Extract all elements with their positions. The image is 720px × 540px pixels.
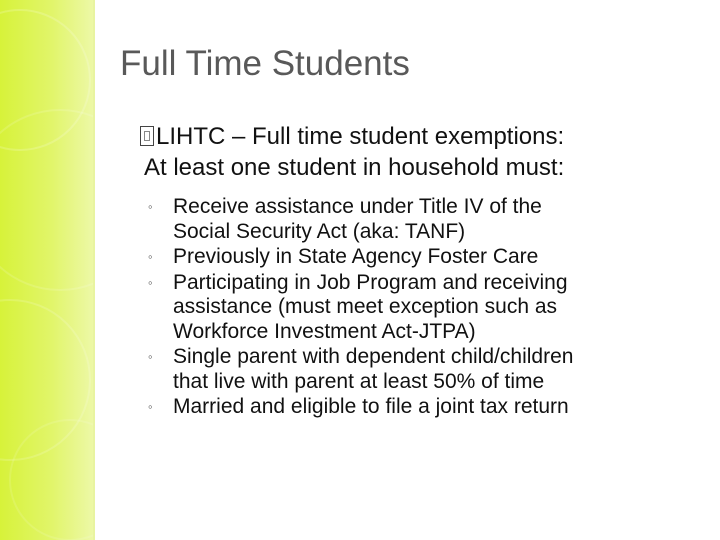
missing-glyph-icon: [140, 126, 154, 146]
list-item: [148, 245, 708, 270]
intro-line-1-text: LIHTC – Full time student exemptions:: [156, 123, 565, 150]
bullet-text-line: that live with parent at least 50% of time: [173, 369, 545, 393]
bullet-marker-icon: ◦: [148, 399, 153, 414]
bullet-marker-icon: ◦: [148, 199, 153, 214]
band-divider: [93, 0, 95, 540]
bullet-text-line: Workforce Investment Act-JTPA): [173, 319, 476, 343]
bullet-text-line: Receive assistance under Title IV of the: [173, 195, 542, 218]
bullet-text-line: Previously in State Agency Foster Care: [173, 245, 539, 268]
slide-title: Full Time Students: [120, 44, 410, 83]
intro-line-2: At least one student in household must:: [144, 154, 565, 181]
bullet-marker-icon: ◦: [148, 349, 153, 364]
bullet-text-line: Social Security Act (aka: TANF): [173, 219, 466, 243]
bullet-text-line: assistance (must meet exception such as: [173, 295, 558, 318]
bullet-text-line: Single parent with dependent child/children: [173, 345, 574, 368]
decorative-rings: [0, 0, 94, 540]
list-item: [148, 345, 708, 394]
bullet-text-line: Participating in Job Program and receiving: [173, 270, 568, 294]
list-item: [148, 271, 708, 345]
intro-line-1: [140, 121, 700, 152]
bullet-marker-icon: ◦: [148, 249, 153, 264]
intro-text: [140, 121, 700, 183]
bullet-list: [148, 195, 708, 421]
list-item: [148, 195, 708, 244]
bullet-text-line: Married and eligible to file a joint tax return: [173, 395, 569, 418]
list-item: [148, 395, 708, 420]
bullet-marker-icon: ◦: [148, 274, 153, 290]
